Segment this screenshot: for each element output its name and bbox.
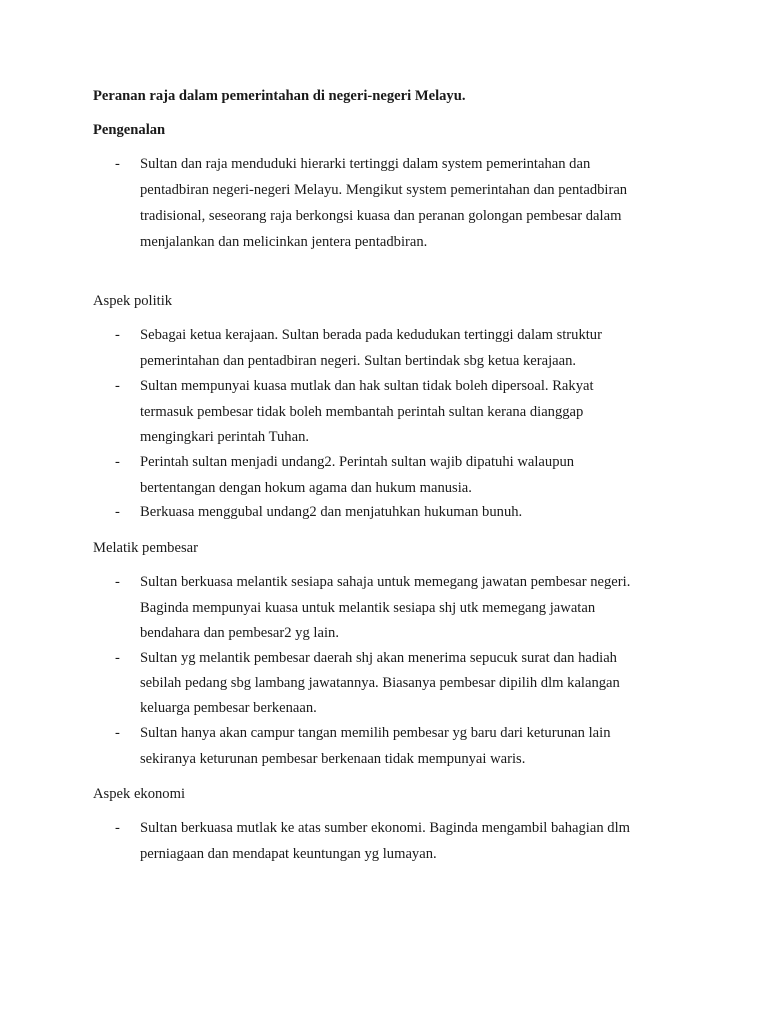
item-line: Sultan hanya akan campur tangan memilih pembesar yg baru dari keturunan lain (140, 725, 611, 741)
bullet-dash: - (115, 725, 120, 741)
bullet-dash: - (115, 574, 120, 590)
bullet-dash: - (115, 156, 120, 172)
item-line: perniagaan dan mendapat keuntungan yg lumayan. (140, 846, 437, 862)
document-title: Peranan raja dalam pemerintahan di negeri-negeri Melayu. (93, 88, 466, 104)
item-line: Sultan berkuasa melantik sesiapa sahaja untuk memegang jawatan pembesar negeri. (140, 574, 631, 590)
item-line: Sultan yg melantik pembesar daerah shj akan menerima sepucuk surat dan hadiah (140, 650, 617, 666)
item-line: bendahara dan pembesar2 yg lain. (140, 625, 339, 641)
item-line: Berkuasa menggubal undang2 dan menjatuhkan hukuman bunuh. (140, 504, 523, 520)
item-line: sekiranya keturunan pembesar berkenaan tidak mempunyai waris. (140, 751, 526, 767)
bullet-dash: - (115, 378, 120, 394)
item-line: pentadbiran negeri-negeri Melayu. Mengikut system pemerintahan dan pentadbiran (140, 182, 628, 198)
item-line: Sebagai ketua kerajaan. Sultan berada pada kedudukan tertinggi dalam struktur (140, 327, 602, 343)
item-line: bertentangan dengan hokum agama dan hukum manusia. (140, 480, 472, 496)
item-line: menjalankan dan melicinkan jentera pentadbiran. (140, 234, 428, 250)
bullet-dash: - (115, 327, 120, 343)
item-line: sebilah pedang sbg lambang jawatannya. Biasanya pembesar dipilih dlm kalangan (140, 675, 620, 691)
item-line: Sultan mempunyai kuasa mutlak dan hak sultan tidak boleh dipersoal. Rakyat (140, 378, 594, 394)
item-line: Sultan dan raja menduduki hierarki tertinggi dalam system pemerintahan dan (140, 156, 591, 172)
section-heading-melatik-pembesar: Melatik pembesar (93, 540, 198, 556)
item-line: Perintah sultan menjadi undang2. Perintah sultan wajib dipatuhi walaupun (140, 454, 575, 470)
bullet-dash: - (115, 504, 120, 520)
bullet-dash: - (115, 820, 120, 836)
item-line: termasuk pembesar tidak boleh membantah perintah sultan kerana dianggap (140, 404, 584, 420)
item-line: mengingkari perintah Tuhan. (140, 429, 310, 445)
bullet-dash: - (115, 454, 120, 470)
item-line: keluarga pembesar berkenaan. (140, 700, 317, 716)
item-line: tradisional, seseorang raja berkongsi kuasa dan peranan golongan pembesar dalam (140, 208, 622, 224)
item-line: Baginda mempunyai kuasa untuk melantik sesiapa shj utk memegang jawatan (140, 600, 596, 616)
item-line: pemerintahan dan pentadbiran negeri. Sultan bertindak sbg ketua kerajaan. (140, 353, 577, 369)
bullet-dash: - (115, 650, 120, 666)
section-heading-aspek-politik: Aspek politik (93, 293, 173, 309)
section-heading-aspek-ekonomi: Aspek ekonomi (93, 786, 186, 802)
item-line: Sultan berkuasa mutlak ke atas sumber ekonomi. Baginda mengambil bahagian dlm (140, 820, 630, 836)
section-heading-pengenalan: Pengenalan (93, 122, 166, 138)
